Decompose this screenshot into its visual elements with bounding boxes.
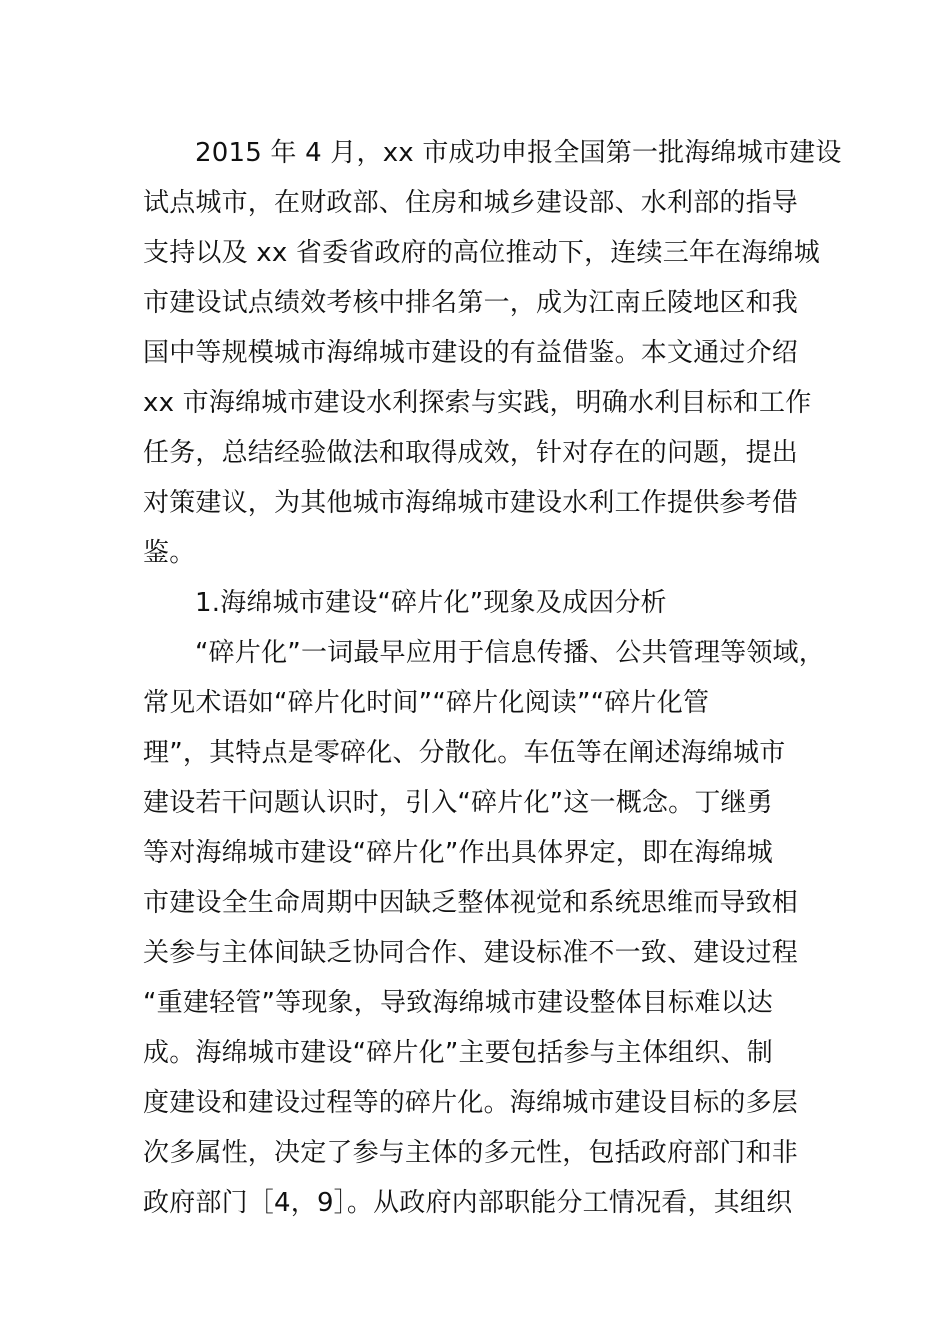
body-text <box>143 128 842 1228</box>
paragraph-line: 政府部门［4，9］。从政府内部职能分工情况看，其组织 <box>143 1188 793 1218</box>
paragraph-line: 2015 年 4 月，xx 市成功申报全国第一批海绵城市建设 <box>195 138 842 168</box>
paragraph-line: 建设若干问题认识时，引入“碎片化”这一概念。丁继勇 <box>143 788 773 818</box>
paragraph-line: 理”，其特点是零碎化、分散化。车伍等在阐述海绵城市 <box>143 738 786 768</box>
paragraph-line: 市建设试点绩效考核中排名第一，成为江南丘陵地区和我 <box>143 288 799 318</box>
paragraph-line: 国中等规模城市海绵城市建设的有益借鉴。本文通过介绍 <box>143 338 799 368</box>
paragraph-line: 次多属性，决定了参与主体的多元性，包括政府部门和非 <box>143 1138 799 1168</box>
paragraph-line: 任务，总结经验做法和取得成效，针对存在的问题，提出 <box>143 438 799 468</box>
paragraph-line: 支持以及 xx 省委省政府的高位推动下，连续三年在海绵城 <box>143 238 820 268</box>
paragraph-line: 度建设和建设过程等的碎片化。海绵城市建设目标的多层 <box>143 1088 799 1118</box>
paragraph-line: 等对海绵城市建设“碎片化”作出具体界定，即在海绵城 <box>143 838 773 868</box>
paragraph-line: 常见术语如“碎片化时间”“碎片化阅读”“碎片化管 <box>143 688 710 718</box>
paragraph-line: 对策建议，为其他城市海绵城市建设水利工作提供参考借 <box>143 488 799 518</box>
paragraph-line: xx 市海绵城市建设水利探索与实践，明确水利目标和工作 <box>143 388 812 418</box>
paragraph-line: 成。海绵城市建设“碎片化”主要包括参与主体组织、制 <box>143 1038 773 1068</box>
paragraph-line: 鉴。 <box>143 538 196 568</box>
paragraph-line: 关参与主体间缺乏协同合作、建设标准不一致、建设过程 <box>143 938 799 968</box>
paragraph-line: 试点城市，在财政部、住房和城乡建设部、水利部的指导 <box>143 188 799 218</box>
paragraph-line: “碎片化”一词最早应用于信息传播、公共管理等领域， <box>195 638 825 668</box>
paragraph-line: “重建轻管”等现象，导致海绵城市建设整体目标难以达 <box>143 988 773 1018</box>
section-heading: 1.海绵城市建设“碎片化”现象及成因分析 <box>195 588 667 618</box>
paragraph-line: 市建设全生命周期中因缺乏整体视觉和系统思维而导致相 <box>143 888 799 918</box>
